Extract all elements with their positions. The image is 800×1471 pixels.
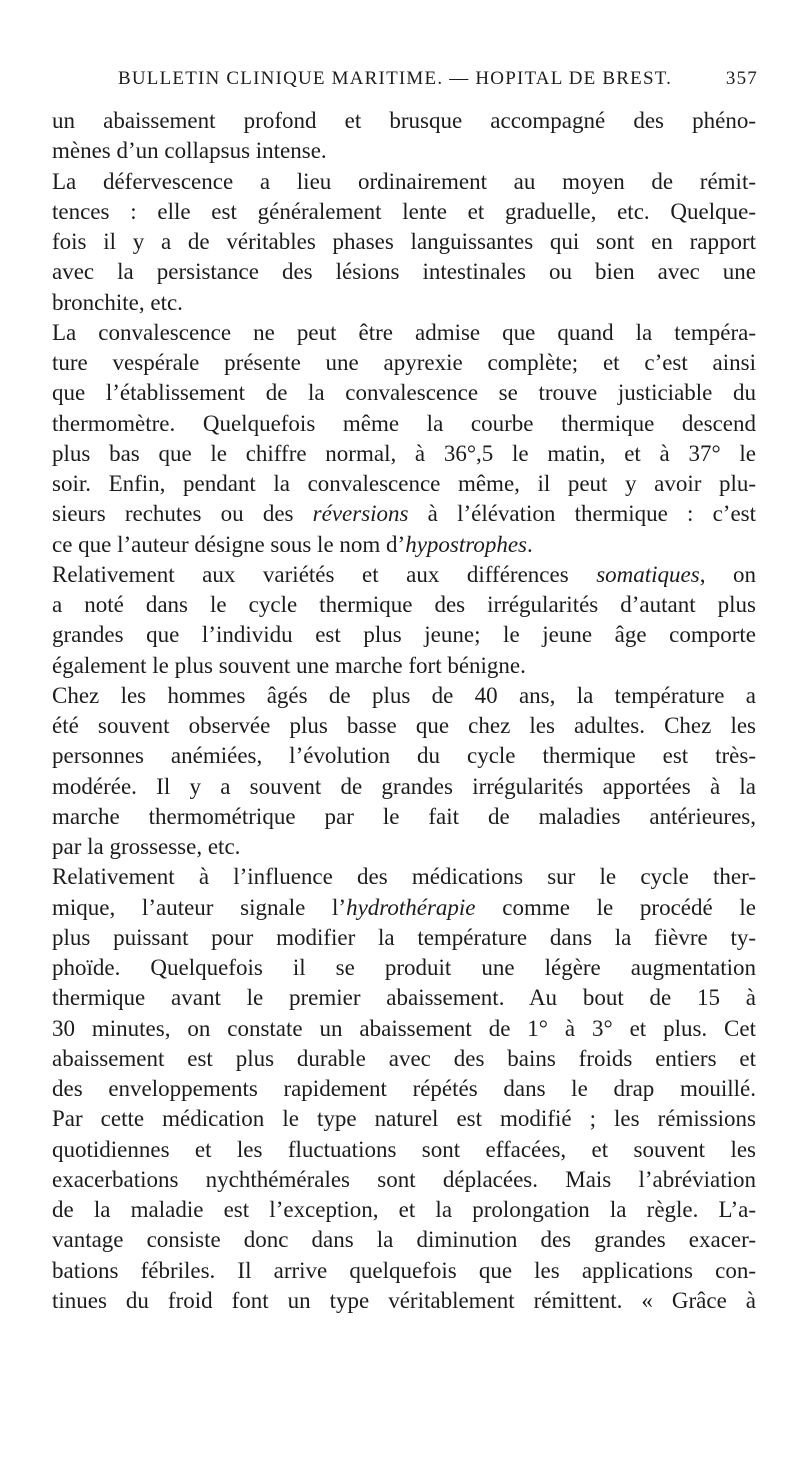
paragraph-2 xyxy=(52,167,756,318)
paragraph-4 xyxy=(52,560,756,681)
text-line: de la maladie est l’exception, et la prolongation la règle. L’a- xyxy=(52,1197,756,1222)
text-line: 30 minutes, on constate un abaissement de 1° à 3° et plus. Cet xyxy=(52,1015,756,1041)
text-line: marche thermométrique par le fait de maladies antérieures, xyxy=(52,803,756,829)
text-segment: à l’élévation thermique : c’est xyxy=(408,501,757,527)
text-line: également le plus souvent une marche fort bénigne. xyxy=(52,652,526,678)
text-line: plus puissant pour modifier la température dans la fièvre ty- xyxy=(52,924,756,950)
paragraph-6 xyxy=(52,862,756,1316)
text-line: soir. Enfin, pendant la convalescence même, il peut y avoir plu- xyxy=(52,471,756,496)
text-line: avec la persistance des lésions intestinales ou bien avec une xyxy=(52,259,756,285)
text-line: tences : elle est généralement lente et graduelle, etc. Quelque- xyxy=(52,198,756,224)
text-line: Relativement à l’influence des médications sur le cycle ther- xyxy=(52,864,756,890)
italic-term: réversions xyxy=(312,501,409,527)
paragraph-1 xyxy=(52,106,756,167)
text-line: thermique avant le premier abaissement. Au bout de 15 à xyxy=(52,985,756,1011)
running-title: BULLETIN CLINIQUE MARITIME. — HOPITAL DE BREST. xyxy=(118,68,673,89)
text-line: a noté dans le cycle thermique des irrégularités d’autant plus xyxy=(52,592,756,617)
text-line xyxy=(52,560,756,590)
text-line: un abaissement profond et brusque accompagné des phéno- xyxy=(52,108,756,133)
page-number: 357 xyxy=(725,68,758,89)
text-segment: comme le procédé le xyxy=(475,894,757,920)
text-line: vantage consiste donc dans la diminution des grandes exacer- xyxy=(52,1227,756,1253)
text-line: phoïde. Quelquefois il se produit une légère augmentation xyxy=(52,955,756,980)
text-segment: ce que l’auteur désigne sous le nom d’ xyxy=(52,531,406,557)
running-head xyxy=(118,68,758,100)
italic-term: somatiques xyxy=(596,561,700,587)
text-line: bronchite, etc. xyxy=(52,289,183,315)
italic-term: hypostrophes xyxy=(405,531,528,557)
text-line: fois il y a de véritables phases languissantes qui sont en rapport xyxy=(52,229,756,254)
text-line: Par cette médication le type naturel est modifié ; les rémissions xyxy=(52,1106,756,1132)
text-segment: Relativement aux variétés et aux différences xyxy=(52,561,597,587)
paragraph-5 xyxy=(52,681,756,863)
text-line: été souvent observée plus basse que chez les adultes. Chez les xyxy=(52,713,756,738)
text-segment: . xyxy=(527,531,533,557)
text-line: plus bas que le chiffre normal, à 36°,5 le matin, et à 37° le xyxy=(52,440,756,466)
text-line xyxy=(52,893,756,923)
text-line: bations fébriles. Il arrive quelquefois que les applications con- xyxy=(52,1257,756,1283)
text-line: La convalescence ne peut être admise que quand la tempéra- xyxy=(52,319,756,345)
paragraph-3 xyxy=(52,318,756,560)
text-line: ture vespérale présente une apyrexie complète; et c’est ainsi xyxy=(52,350,756,375)
body-text xyxy=(52,106,756,1316)
text-line: personnes anémiées, l’évolution du cycle thermique est très- xyxy=(52,743,756,769)
text-line: tinues du froid font un type véritablement rémittent. « Grâce à xyxy=(52,1287,756,1313)
text-line: des enveloppements rapidement répétés dans le drap mouillé. xyxy=(52,1076,756,1101)
text-segment: mique, l’auteur signale l’ xyxy=(52,894,347,920)
text-line: Chez les hommes âgés de plus de 40 ans, la température a xyxy=(52,682,756,708)
text-segment: sieurs rechutes ou des xyxy=(52,501,313,527)
text-line: que l’établissement de la convalescence se trouve justiciable du xyxy=(52,380,756,406)
text-line: exacerbations nychthémérales sont déplacées. Mais l’abréviation xyxy=(52,1166,756,1192)
text-line: grandes que l’individu est plus jeune; le jeune âge comporte xyxy=(52,622,756,648)
text-line xyxy=(52,499,756,529)
text-line: thermomètre. Quelquefois même la courbe thermique descend xyxy=(52,410,756,436)
text-line: par la grossesse, etc. xyxy=(52,834,241,859)
text-line: quotidiennes et les fluctuations sont effacées, et souvent les xyxy=(52,1136,756,1162)
italic-term: hydrothérapie xyxy=(346,894,476,920)
text-line: abaissement est plus durable avec des bains froids entiers et xyxy=(52,1045,756,1071)
text-line: modérée. Il y a souvent de grandes irrégularités apportées à la xyxy=(52,773,756,799)
text-line: La défervescence a lieu ordinairement au moyen de rémit- xyxy=(52,168,756,194)
text-line xyxy=(52,530,756,560)
text-line: mènes d’un collapsus intense. xyxy=(52,138,327,164)
text-segment: , on xyxy=(699,561,757,587)
